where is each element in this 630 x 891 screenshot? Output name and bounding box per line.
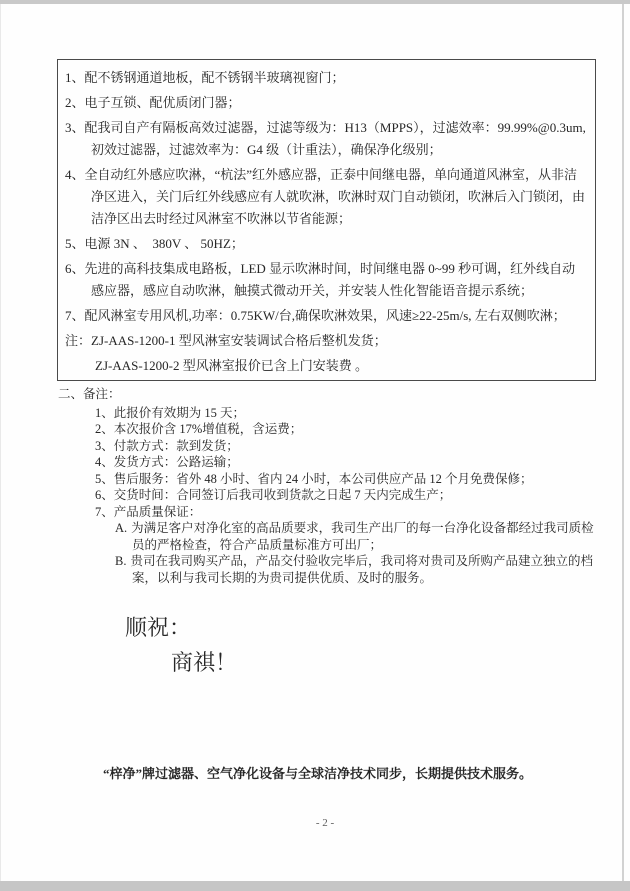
- spec-item: [65, 305, 588, 327]
- remark-item: 3、付款方式：款到发货；: [95, 438, 239, 453]
- scan-edge-bottom: [0, 881, 630, 891]
- specification-box: [57, 59, 596, 381]
- spec-item-number: 3、: [65, 120, 85, 135]
- spec-note-label: 注：: [65, 333, 92, 348]
- spec-item-number: 2、: [65, 95, 85, 110]
- spec-note-text: ZJ-AAS-1200-1 型风淋室安装调试合格后整机发货；: [91, 333, 387, 348]
- spec-item-text: 先进的高科技集成电路板，LED 显示吹淋时间，时间继电器 0~99 秒可调，红外线自动感应器，感应自动吹淋，触摸式微动开关，并安装人性化智能语音提示系统；: [84, 261, 576, 298]
- remarks-section: [58, 386, 594, 586]
- footer-slogan: “梓净”牌过滤器、空气净化设备与全球洁净技术同步，长期提供技术服务。: [103, 766, 533, 781]
- scan-edge-left: [0, 4, 1, 881]
- remark-item: 4、发货方式：公路运输；: [95, 455, 239, 469]
- spec-item-text: 配不锈钢通道地板，配不锈钢半玻璃视窗门；: [84, 70, 345, 85]
- closing-wishes: [125, 610, 237, 680]
- spec-item-text: 电子互锁、配优质闭门器；: [84, 95, 241, 110]
- page-number: - 2 -: [315, 817, 335, 829]
- scan-edge-top: [0, 0, 630, 4]
- remark-sub-letter: A.: [115, 521, 128, 535]
- spec-item-number: 5、: [65, 236, 85, 251]
- remark-sub-text: 贵司在我司购买产品，产品交付验收完毕后，我司将对贵司及所购产品建立独立的档案，以利与我司长期的为贵司提供优质、及时的服务。: [130, 554, 593, 585]
- remark-sub-item: [115, 520, 594, 553]
- spec-item-number: 1、: [65, 70, 85, 85]
- spec-item: [65, 117, 588, 161]
- remark-item: 7、产品质量保证：: [95, 504, 202, 519]
- spec-item-text: 全自动红外感应吹淋，“杭法”红外感应器，正泰中间继电器，单向通道风淋室，从非洁净区进入，关门后红外线感应有人就吹淋，吹淋时双门自动锁闭，吹淋后入门锁闭，由洁净区出去时经过风淋室不吹淋以节省能源；: [84, 167, 586, 226]
- remark-sub-text: 为满足客户对净化室的高品质要求，我司生产出厂的每一台净化设备都经过我司质检员的严格检查，符合产品质量标准方可出厂；: [131, 521, 594, 552]
- remark-sub-item: [115, 553, 594, 586]
- spec-item: [65, 164, 588, 230]
- remark-item: 6、交货时间：合同签订后我司收到货款之日起 7 天内完成生产；: [95, 488, 452, 502]
- spec-item: [65, 258, 588, 302]
- closing-line-2: 商祺！: [171, 650, 238, 675]
- remark-item: 2、本次报价含 17%增值税，含运费；: [95, 422, 303, 436]
- remark-item: 1、此报价有效期为 15 天；: [95, 405, 246, 420]
- spec-item: [65, 67, 588, 89]
- remark-item: 5、售后服务：省外 48 小时、省内 24 小时，本公司供应产品 12 个月免费保修；: [95, 471, 533, 486]
- spec-item-text: 配我司自产有隔板高效过滤器，过滤等级为：H13（MPPS），过滤效率：99.99%@0.3um,初效过滤器，过滤效率为：G4 级（计重法），确保净化级别；: [84, 120, 586, 157]
- spec-note-line: [65, 355, 588, 377]
- spec-item-number: 4、: [65, 167, 85, 182]
- spec-note-line: [65, 330, 588, 352]
- spec-note-text: ZJ-AAS-1200-2 型风淋室报价已含上门安装费 。: [95, 358, 368, 373]
- remarks-heading: 二、备注：: [58, 387, 121, 401]
- closing-line-1: 顺祝：: [125, 615, 192, 640]
- spec-item-number: 7、: [65, 308, 85, 323]
- scan-edge-right: [622, 4, 624, 881]
- spec-item-text: 配风淋室专用风机,功率：0.75KW/台,确保吹淋效果，风速≥22-25m/s, 左右双侧吹淋；: [84, 308, 566, 323]
- remark-sub-letter: B.: [115, 554, 127, 568]
- spec-item-number: 6、: [65, 261, 85, 276]
- spec-item: [65, 233, 588, 255]
- spec-item-text: 电源 3N 、 380V 、 50HZ；: [84, 236, 244, 251]
- spec-item: [65, 92, 588, 114]
